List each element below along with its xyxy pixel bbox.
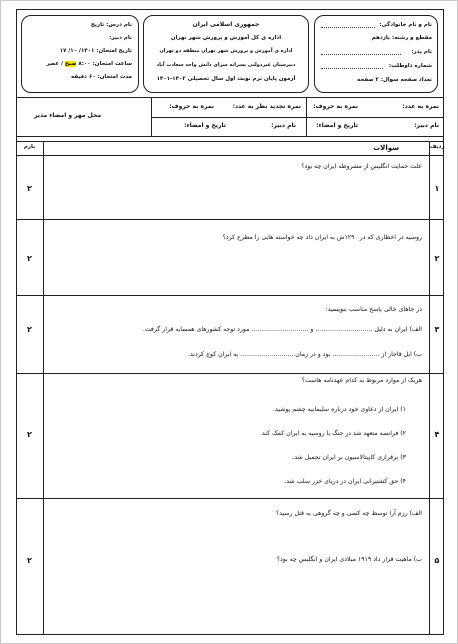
question-score: ۲	[27, 430, 32, 439]
question-row-4	[16, 374, 444, 499]
question-score: ۲	[27, 325, 32, 334]
exam-info-box	[21, 15, 139, 93]
question-text-b: ب) ماهیت قرار داد ۱۹۱۹ میلادی ایران و انگلیس چه بود؟	[276, 556, 422, 563]
grades-row-divider	[151, 117, 443, 118]
score-word-label: نمره به حروف:	[313, 103, 358, 110]
student-name-label: نام و نام خانوادگی:	[379, 22, 432, 28]
teacher1-label: نام دبیر:	[414, 122, 439, 129]
question-number: ۲	[434, 254, 440, 263]
option-1: ۱) ایران از دعاوی خود درباره سلیمانیه چشم پوشید.	[273, 406, 406, 413]
question-score: ۲	[27, 556, 32, 565]
pages-count-label: تعداد صفحه سوال: ۲ صفحه	[357, 77, 432, 83]
option-3: ۳) برقراری کاپیتالاسیون بر ایران تحمیل شد.	[292, 454, 406, 461]
question-text: روسیه در اخطاری که در ۱۲۹۰ش به ایران داد چه خواسته هایی را مطرح کرد؟	[222, 234, 422, 241]
option-4: ۴) حق کشتیرانی ایران در دریای خزر سلب شد.	[284, 478, 406, 485]
grades-block	[16, 97, 444, 137]
subject-label: نام درس: تاریخ	[90, 22, 132, 28]
col-score-header: بارم	[23, 144, 36, 150]
header-line-4: دبیرستان غیردولتی پسرانه سرای دانش واحد سعادت آباد	[156, 62, 296, 68]
name-dots	[321, 27, 375, 28]
revision-num-label: نمره تجدید نظر به عدد:	[232, 103, 301, 110]
father-dots	[321, 54, 401, 55]
grade-label: مقطع و رشته: یازدهم	[371, 35, 432, 41]
revision-word-label: نمره به حروف:	[169, 103, 214, 110]
question-row-2	[16, 220, 444, 296]
exam-time-highlight: صبح	[64, 61, 77, 67]
teacher2-label: نام دبیر:	[271, 122, 296, 129]
question-text: هریک از موارد مربوط به کدام عهدنامه هاست؟	[301, 377, 422, 384]
option-2: ۲) فرانسه متعهد شد در جنگ با روسیه به ایران کمک کند.	[260, 430, 406, 437]
question-score: ۲	[27, 254, 32, 263]
exam-time-suffix: / عصر	[46, 61, 63, 67]
question-blank-b: ب) ایل قاجار از ........................ بود و در زمان ........................... به ایران کوچ کردند.	[188, 351, 422, 358]
question-number: ۴	[434, 430, 440, 439]
table-header	[16, 141, 444, 156]
question-text: در جاهای خالی پاسخ مناسب بنویسید:	[325, 306, 422, 313]
question-row-1	[16, 156, 444, 220]
sign2-label: تاریخ و امضاء:	[184, 122, 226, 129]
question-blank-a: الف) ایران به دلیل ............................. و ............................. مورد توجه کشورهای همسایه قرار گرفت.	[142, 326, 422, 333]
question-number: ۳	[434, 325, 440, 334]
header-line-1: جمهوری اسلامی ایران	[192, 21, 260, 28]
col-row-header: ردیف	[430, 144, 445, 150]
school-info-box	[143, 15, 309, 93]
exam-duration-label: مدت امتحان: ۶۰ دقیقه	[70, 74, 132, 80]
col-questions-header: سوالات	[373, 144, 399, 152]
father-name-label: نام پدر:	[411, 49, 432, 55]
sign1-label: تاریخ و امضاء:	[316, 122, 358, 129]
exam-time-text: ساعت امتحان: ۸:۰۰	[78, 61, 132, 67]
question-row-5	[16, 499, 444, 635]
principal-stamp-label: محل مهر و امضاء مدیر	[34, 112, 102, 119]
header-line-5: آزمون پایان ترم نوبت اول سال تحصیلی ۱۴۰۲-۱۴۰۱	[156, 76, 296, 82]
seat-dots	[321, 68, 383, 69]
student-info-box	[314, 15, 438, 93]
exam-date-label: تاریخ امتحان: ۱۴۰۱/ ۱۰/ ۱۷	[59, 48, 132, 54]
question-number: ۵	[434, 556, 440, 565]
teacher-name-label: نام دبیر:	[109, 35, 132, 41]
exam-time-label	[46, 61, 132, 67]
question-row-3	[16, 296, 444, 374]
header-line-2: اداره ی کل آموزش و پرورش شهر تهران	[170, 35, 282, 41]
question-score: ۲	[27, 184, 32, 193]
question-number: ۱	[434, 184, 440, 193]
score-num-label: نمره به عدد:	[402, 103, 439, 110]
question-text-a: الف) رزم آرا توسط چه کسی و چه گروهی به قتل رسید؟	[275, 510, 422, 517]
seat-number-label: شماره داوطلب:	[388, 63, 432, 69]
header-line-3: اداره ی آموزش و پرورش شهر تهران منطقه دو تهران	[159, 48, 293, 54]
question-text: علت حمایت انگلیس از مشروطه ایران چه بود؟	[301, 163, 422, 170]
